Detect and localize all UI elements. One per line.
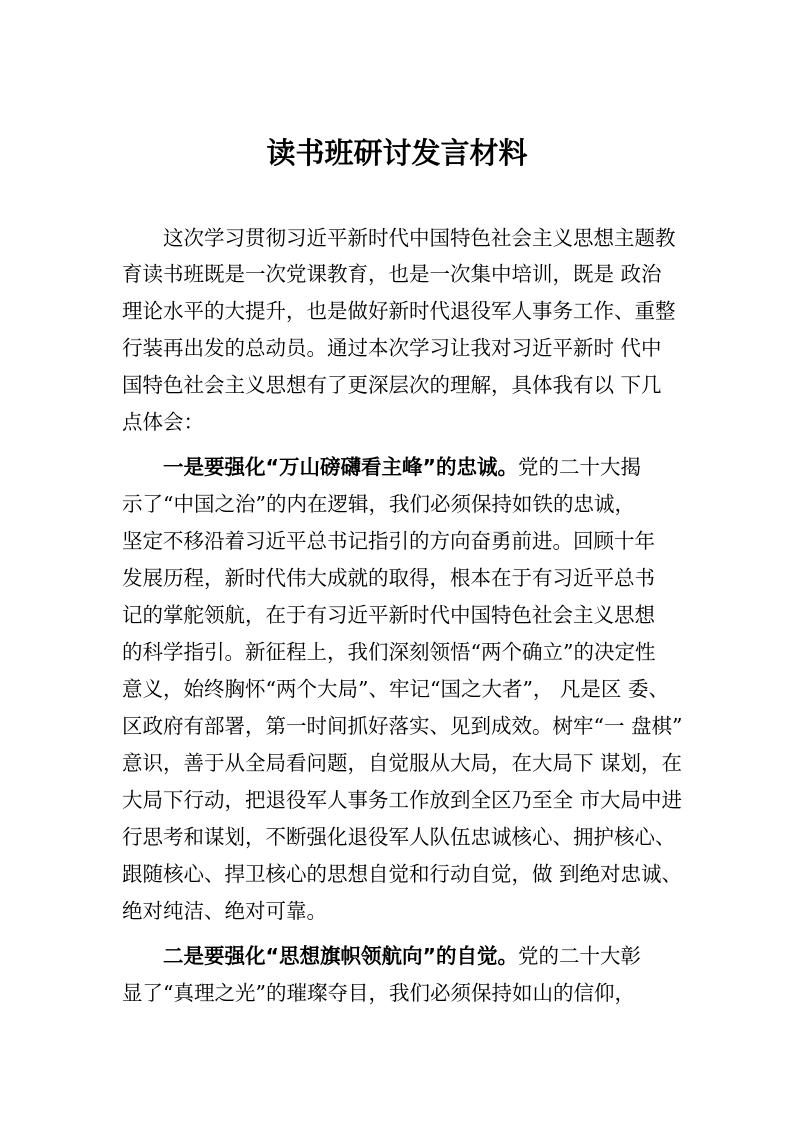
paragraph-line: 示了“中国之治”的内在逻辑，我们必须保持如铁的忠诚， bbox=[122, 492, 635, 516]
paragraph-line: 育读书班既是一次党课教育，也是一次集中培训，既是 政治 bbox=[122, 262, 662, 286]
paragraph-line: 显了“真理之光”的璀璨夺目，我们必须保持如山的信仰， bbox=[122, 981, 635, 1005]
paragraph-first-line-text: 党的二十大揭 bbox=[517, 455, 641, 479]
paragraph-line: 绝对纯洁、绝对可靠。 bbox=[122, 899, 327, 923]
paragraph-line: 意识，善于从全局看问题，自觉服从大局，在大局下 谋划，在 bbox=[122, 751, 683, 775]
paragraph-line: 发展历程，新时代伟大成就的取得，根本在于有习近平总书 bbox=[122, 566, 655, 590]
paragraph-line: 大局下行动，把退役军人事务工作放到全区乃至全 市大局中进 bbox=[122, 788, 683, 812]
paragraph-line: 坚定不移沿着习近平总书记指引的方向奋勇前进。回顾十年 bbox=[122, 529, 655, 553]
paragraph-line: 理论水平的大提升，也是做好新时代退役军人事务工作、重整 bbox=[122, 299, 676, 323]
paragraph-line: 的科学指引。新征程上，我们深刻领悟“两个确立”的决定性 bbox=[122, 640, 656, 664]
paragraph-line: 跟随核心、捍卫核心的思想自觉和行动自觉，做 到绝对忠诚、 bbox=[122, 862, 683, 886]
paragraph-line: 行思考和谋划，不断强化退役军人队伍忠诚核心、拥护核心、 bbox=[122, 825, 676, 849]
paragraph-line: 国特色社会主义思想有了更深层次的理解，具体我有以 下几 bbox=[122, 373, 662, 397]
paragraph-first-line-text: 党的二十大彰 bbox=[517, 944, 641, 968]
paragraph-line: 区政府有部署，第一时间抓好落实、见到成效。树牢“一 盘棋” bbox=[122, 714, 683, 738]
paragraph-lead-heading: 一是要强化“万山磅礴看主峰”的忠诚。 bbox=[163, 455, 518, 479]
paragraph-line: 行装再出发的总动员。通过本次学习让我对习近平新时 代中 bbox=[122, 336, 662, 360]
paragraph-line: 点体会： bbox=[122, 410, 204, 434]
paragraph-first-line bbox=[163, 938, 641, 974]
paragraph-first-line bbox=[163, 449, 641, 485]
paragraph-lead-heading: 二是要强化“思想旗帜领航向”的自觉。 bbox=[163, 944, 518, 968]
document-title: 读书班研讨发言材料 bbox=[266, 136, 528, 170]
paragraph-line: 这次学习贯彻习近平新时代中国特色社会主义思想主题教 bbox=[163, 226, 676, 250]
paragraph-line: 记的掌舵领航，在于有习近平新时代中国特色社会主义思想 bbox=[122, 603, 655, 627]
paragraph-line: 意义，始终胸怀“两个大局”、牢记“国之大者”， 凡是区 委、 bbox=[122, 677, 669, 701]
